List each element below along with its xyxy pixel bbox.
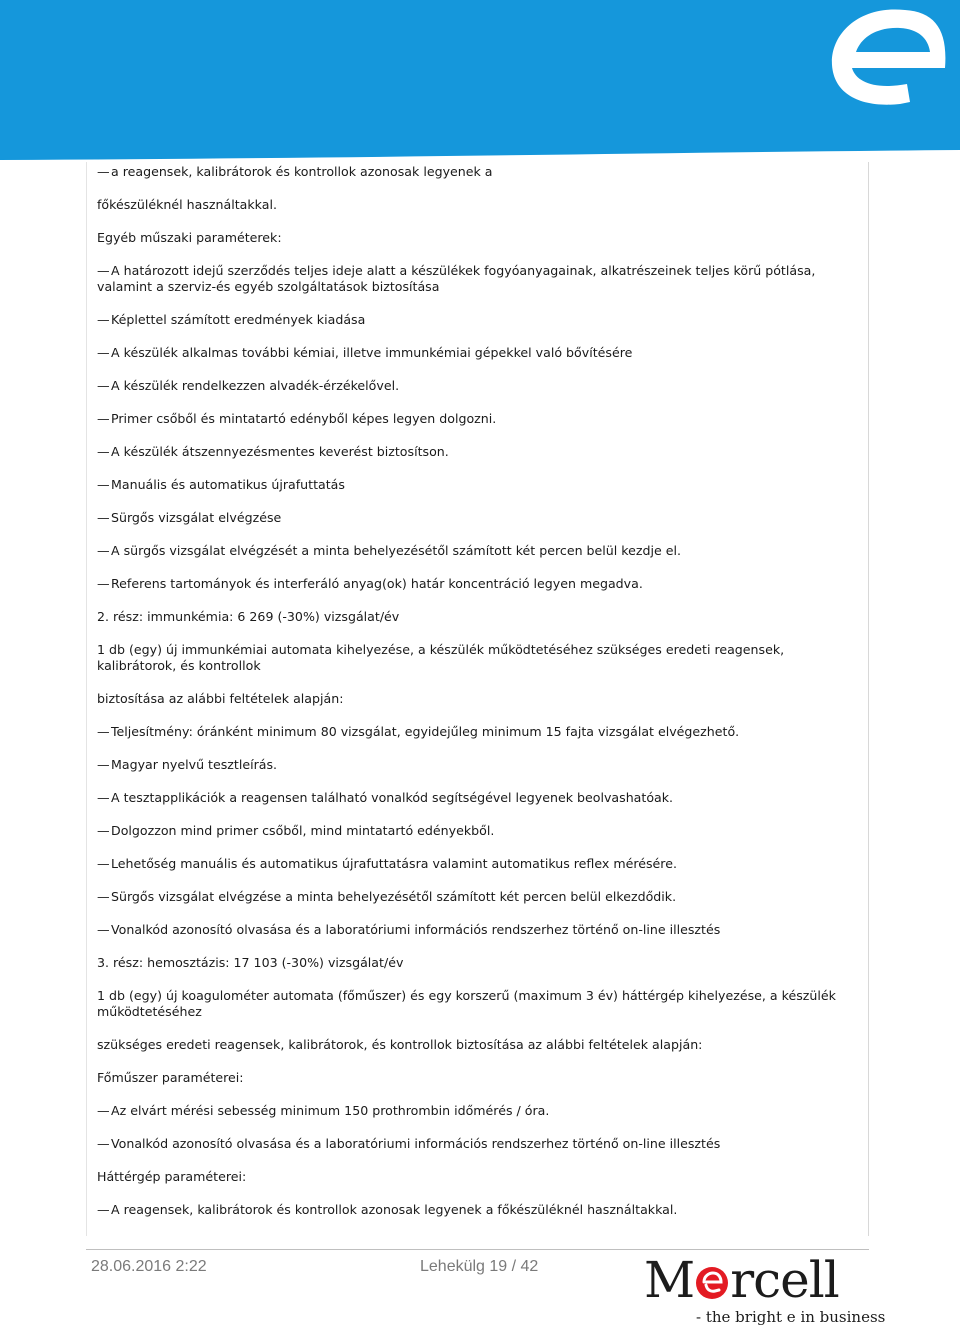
document-paragraph xyxy=(97,230,857,246)
document-paragraph xyxy=(97,164,857,180)
dash-bullet: — xyxy=(97,757,110,772)
paragraph-text: Teljesítmény: óránként minimum 80 vizsgálat, egyidejűleg minimum 15 fajta vizsgálat elvégezhető. xyxy=(111,724,740,739)
header-banner xyxy=(0,0,960,165)
paragraph-text: Egyéb műszaki paraméterek: xyxy=(97,230,282,245)
paragraph-text: Magyar nyelvű tesztleírás. xyxy=(111,757,278,772)
dash-bullet: — xyxy=(97,477,110,492)
logo-wordmark xyxy=(644,1252,839,1308)
paragraph-text: Sürgős vizsgálat elvégzése xyxy=(111,510,282,525)
paragraph-text: A határozott idejű szerződés teljes ideje alatt a készülékek fogyóanyagainak, alkatrészeinek teljes körű pótlása, valamint a szerviz-és egyéb szolgáltatások biztosítása xyxy=(97,263,816,294)
document-paragraph xyxy=(97,955,857,971)
paragraph-text: A tesztapplikációk a reagensen található vonalkód segítségével legyenek beolvashatóak. xyxy=(111,790,674,805)
document-paragraph xyxy=(97,345,857,361)
document-body xyxy=(97,164,857,1235)
paragraph-text: szükséges eredeti reagensek, kalibrátorok, és kontrollok biztosítása az alábbi feltételek alapján: xyxy=(97,1037,703,1052)
document-paragraph xyxy=(97,1169,857,1185)
dash-bullet: — xyxy=(97,345,110,360)
dash-bullet: — xyxy=(97,378,110,393)
document-paragraph xyxy=(97,823,857,839)
paragraph-text: Képlettel számított eredmények kiadása xyxy=(111,312,366,327)
document-paragraph xyxy=(97,477,857,493)
logo-tagline: - the bright e in business xyxy=(696,1308,886,1326)
document-paragraph xyxy=(97,543,857,559)
footer-divider xyxy=(86,1249,869,1250)
document-paragraph xyxy=(97,510,857,526)
logo-word-left: M xyxy=(644,1251,695,1309)
document-paragraph xyxy=(97,197,857,213)
document-paragraph xyxy=(97,922,857,938)
dash-bullet: — xyxy=(97,889,110,904)
dash-bullet: — xyxy=(97,444,110,459)
document-paragraph xyxy=(97,1202,857,1218)
dash-bullet: — xyxy=(97,1103,110,1118)
document-paragraph xyxy=(97,609,857,625)
document-paragraph xyxy=(97,1136,857,1152)
paragraph-text: a reagensek, kalibrátorok és kontrollok azonosak legyenek a xyxy=(111,164,493,179)
paragraph-text: 3. rész: hemosztázis: 17 103 (-30%) vizsgálat/év xyxy=(97,955,404,970)
document-paragraph xyxy=(97,889,857,905)
paragraph-text: A sürgős vizsgálat elvégzését a minta behelyezésétől számított két percen belül kezdje el. xyxy=(111,543,681,558)
paragraph-text: 1 db (egy) új immunkémiai automata kihelyezése, a készülék működtetéséhez szükséges eredeti reagensek, kalibrátorok, és kontrollok xyxy=(97,642,785,673)
document-paragraph xyxy=(97,856,857,872)
paragraph-text: Az elvárt mérési sebesség minimum 150 prothrombin időmérés / óra. xyxy=(111,1103,550,1118)
paragraph-text: 2. rész: immunkémia: 6 269 (-30%) vizsgálat/év xyxy=(97,609,400,624)
dash-bullet: — xyxy=(97,922,110,937)
paragraph-text: Referens tartományok és interferáló anyag(ok) határ koncentráció legyen megadva. xyxy=(111,576,643,591)
document-paragraph xyxy=(97,576,857,592)
paragraph-text: főkészüléknél használtakkal. xyxy=(97,197,277,212)
paragraph-text: A reagensek, kalibrátorok és kontrollok azonosak legyenek a főkészüléknél használtakkal. xyxy=(111,1202,678,1217)
document-paragraph xyxy=(97,988,857,1020)
document-paragraph xyxy=(97,1070,857,1086)
paragraph-text: A készülék alkalmas további kémiai, illetve immunkémiai gépekkel való bővítésére xyxy=(111,345,633,360)
paragraph-text: 1 db (egy) új koagulométer automata (főműszer) és egy korszerű (maximum 3 év) háttérgép kihelyezése, a készülék működtetéséhez xyxy=(97,988,836,1019)
document-paragraph xyxy=(97,444,857,460)
document-paragraph xyxy=(97,790,857,806)
document-paragraph xyxy=(97,1103,857,1119)
dash-bullet: — xyxy=(97,411,110,426)
footer-date: 28.06.2016 2:22 xyxy=(91,1258,207,1275)
paragraph-text: Sürgős vizsgálat elvégzése a minta behelyezésétől számított két percen belül elkezdődik. xyxy=(111,889,677,904)
document-paragraph xyxy=(97,757,857,773)
dash-bullet: — xyxy=(97,312,110,327)
document-paragraph xyxy=(97,411,857,427)
dash-bullet: — xyxy=(97,510,110,525)
dash-bullet: — xyxy=(97,263,110,278)
dash-bullet: — xyxy=(97,1136,110,1151)
dash-bullet: — xyxy=(97,724,110,739)
paragraph-text: Manuális és automatikus újrafuttatás xyxy=(111,477,345,492)
paragraph-text: Vonalkód azonosító olvasása és a laboratóriumi információs rendszerhez történő on-line illesztés xyxy=(111,1136,721,1151)
paragraph-text: Vonalkód azonosító olvasása és a laboratóriumi információs rendszerhez történő on-line illesztés xyxy=(111,922,721,937)
document-paragraph xyxy=(97,312,857,328)
logo-word-right: rcell xyxy=(730,1251,839,1309)
dash-bullet: — xyxy=(97,164,110,179)
document-paragraph xyxy=(97,642,857,674)
paragraph-text: Dolgozzon mind primer csőből, mind mintatartó edényekből. xyxy=(111,823,495,838)
dash-bullet: — xyxy=(97,823,110,838)
dash-bullet: — xyxy=(97,1202,110,1217)
marcell-logo xyxy=(640,1251,886,1329)
paragraph-text: A készülék rendelkezzen alvadék-érzékelővel. xyxy=(111,378,400,393)
logo-e-icon xyxy=(695,1266,729,1300)
paragraph-text: Lehetőség manuális és automatikus újrafuttatásra valamint automatikus reflex mérésére. xyxy=(111,856,677,871)
paragraph-text: Primer csőből és mintatartó edényből képes legyen dolgozni. xyxy=(111,411,497,426)
dash-bullet: — xyxy=(97,576,110,591)
document-paragraph xyxy=(97,263,857,295)
document-paragraph xyxy=(97,724,857,740)
document-paragraph xyxy=(97,1037,857,1053)
document-paragraph xyxy=(97,691,857,707)
paragraph-text: biztosítása az alábbi feltételek alapján: xyxy=(97,691,344,706)
dash-bullet: — xyxy=(97,790,110,805)
footer-page-number: Lehekülg 19 / 42 xyxy=(420,1258,539,1275)
paragraph-text: Főműszer paraméterei: xyxy=(97,1070,244,1085)
dash-bullet: — xyxy=(97,543,110,558)
paragraph-text: A készülék átszennyezésmentes keverést biztosítson. xyxy=(111,444,449,459)
document-paragraph xyxy=(97,378,857,394)
paragraph-text: Háttérgép paraméterei: xyxy=(97,1169,247,1184)
dash-bullet: — xyxy=(97,856,110,871)
